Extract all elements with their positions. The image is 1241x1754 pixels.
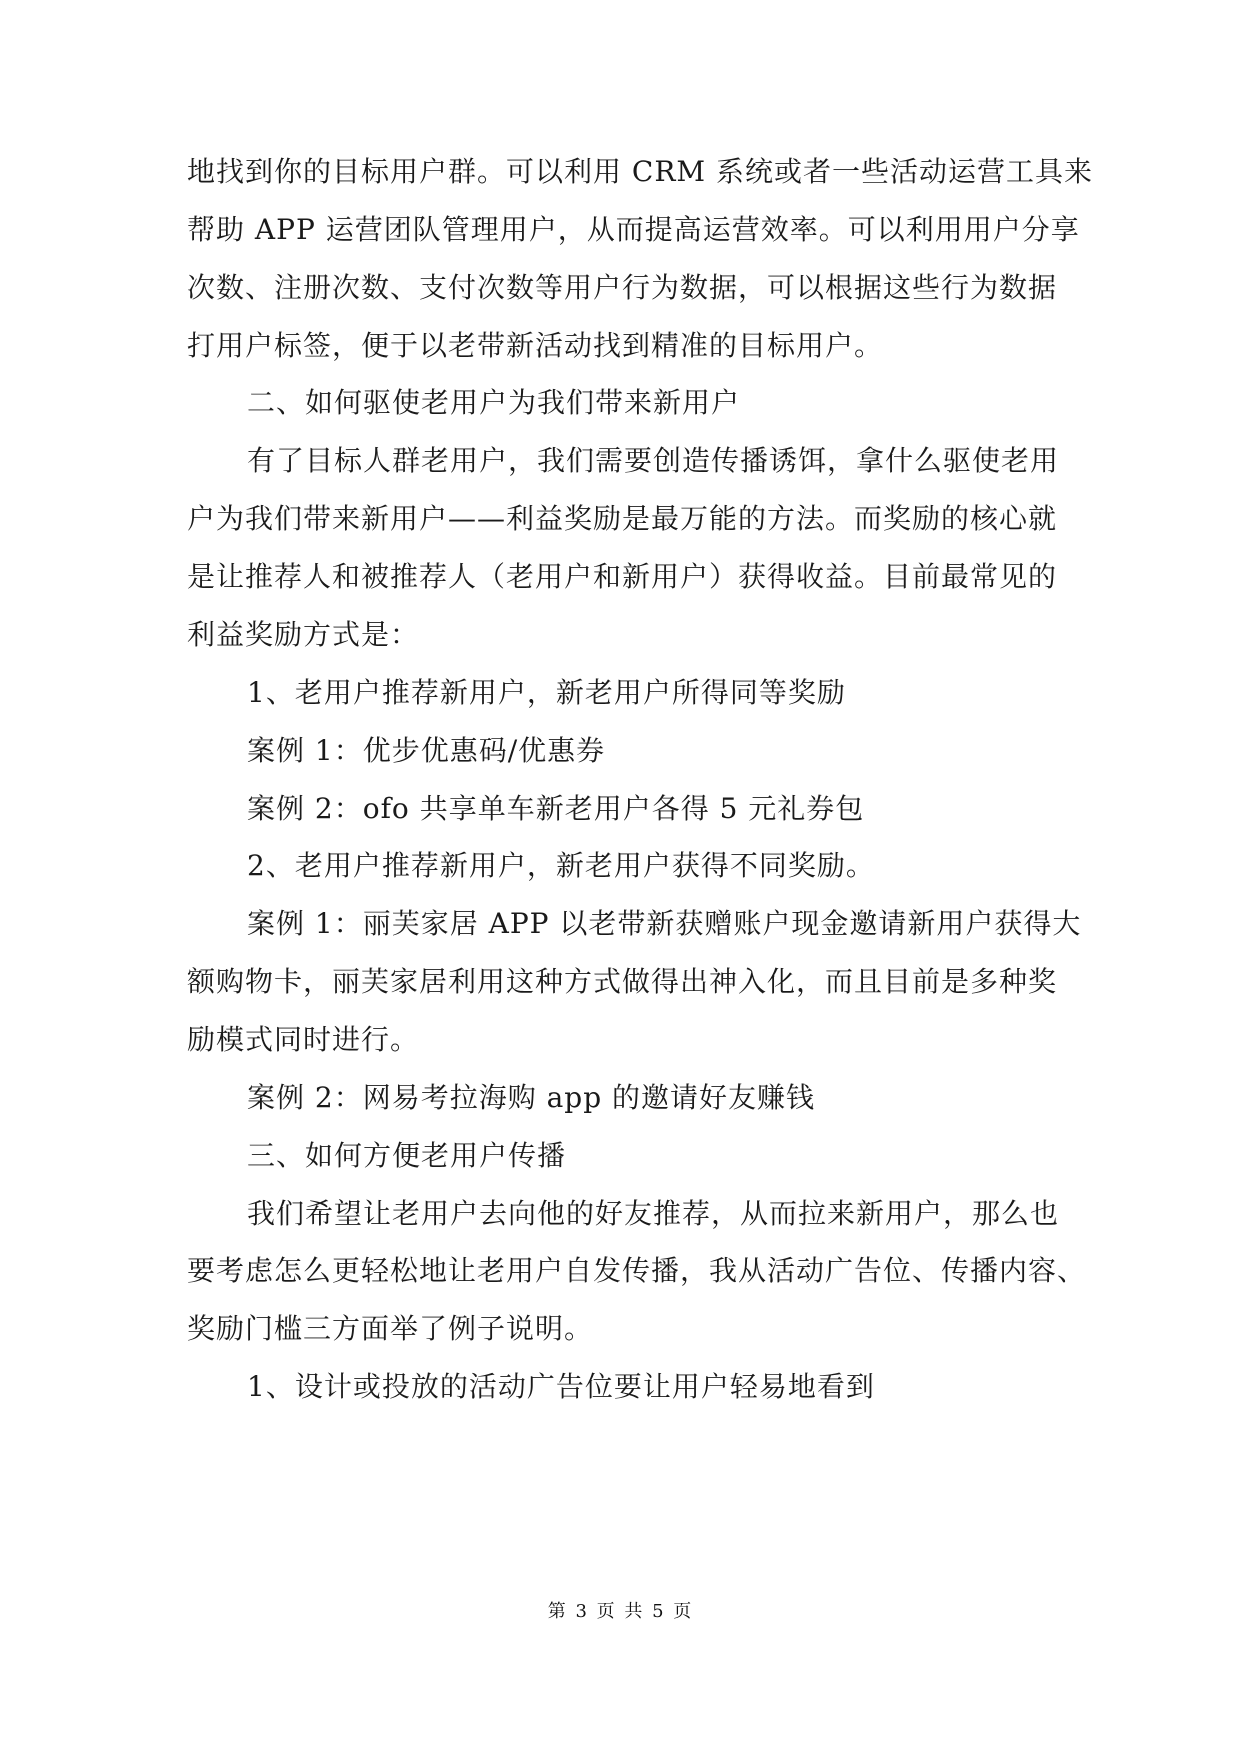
paragraph-line: 打用户标签，便于以老带新活动找到精准的目标用户。 [187, 329, 884, 362]
paragraph-line: 帮助 APP 运营团队管理用户，从而提高运营效率。可以利用用户分享 [187, 213, 1080, 246]
paragraph-line: 额购物卡，丽芙家居利用这种方式做得出神入化，而且目前是多种奖 [187, 965, 1058, 998]
section-heading: 三、如何方便老用户传播 [247, 1139, 567, 1172]
paragraph-line: 要考虑怎么更轻松地让老用户自发传播，我从活动广告位、传播内容、 [187, 1254, 1087, 1287]
list-item: 1、设计或投放的活动广告位要让用户轻易地看到 [247, 1370, 875, 1403]
paragraph-line: 奖励门槛三方面举了例子说明。 [187, 1312, 594, 1345]
list-item: 2、老用户推荐新用户，新老用户获得不同奖励。 [247, 849, 875, 882]
paragraph-line: 励模式同时进行。 [187, 1023, 420, 1056]
list-item: 1、老用户推荐新用户，新老用户所得同等奖励 [247, 676, 846, 709]
paragraph-line: 地找到你的目标用户群。可以利用 CRM 系统或者一些活动运营工具来 [187, 155, 1093, 188]
case-item: 案例 2：网易考拉海购 app 的邀请好友赚钱 [247, 1081, 816, 1114]
paragraph-line: 户为我们带来新用户——利益奖励是最万能的方法。而奖励的核心就 [187, 502, 1058, 535]
section-heading: 二、如何驱使老用户为我们带来新用户 [247, 386, 741, 419]
page-number-footer: 第 3 页 共 5 页 [547, 1601, 694, 1622]
case-item: 案例 1：丽芙家居 APP 以老带新获赠账户现金邀请新用户获得大 [247, 907, 1082, 940]
case-item: 案例 2：ofo 共享单车新老用户各得 5 元礼券包 [247, 792, 865, 825]
paragraph-line: 是让推荐人和被推荐人（老用户和新用户）获得收益。目前最常见的 [187, 560, 1058, 593]
paragraph-line: 我们希望让老用户去向他的好友推荐，从而拉来新用户，那么也 [247, 1197, 1060, 1230]
paragraph-line: 利益奖励方式是： [187, 618, 420, 651]
paragraph-line: 有了目标人群老用户，我们需要创造传播诱饵，拿什么驱使老用 [247, 444, 1060, 477]
case-item: 案例 1：优步优惠码/优惠券 [247, 734, 606, 767]
paragraph-line: 次数、注册次数、支付次数等用户行为数据，可以根据这些行为数据 [187, 271, 1058, 304]
